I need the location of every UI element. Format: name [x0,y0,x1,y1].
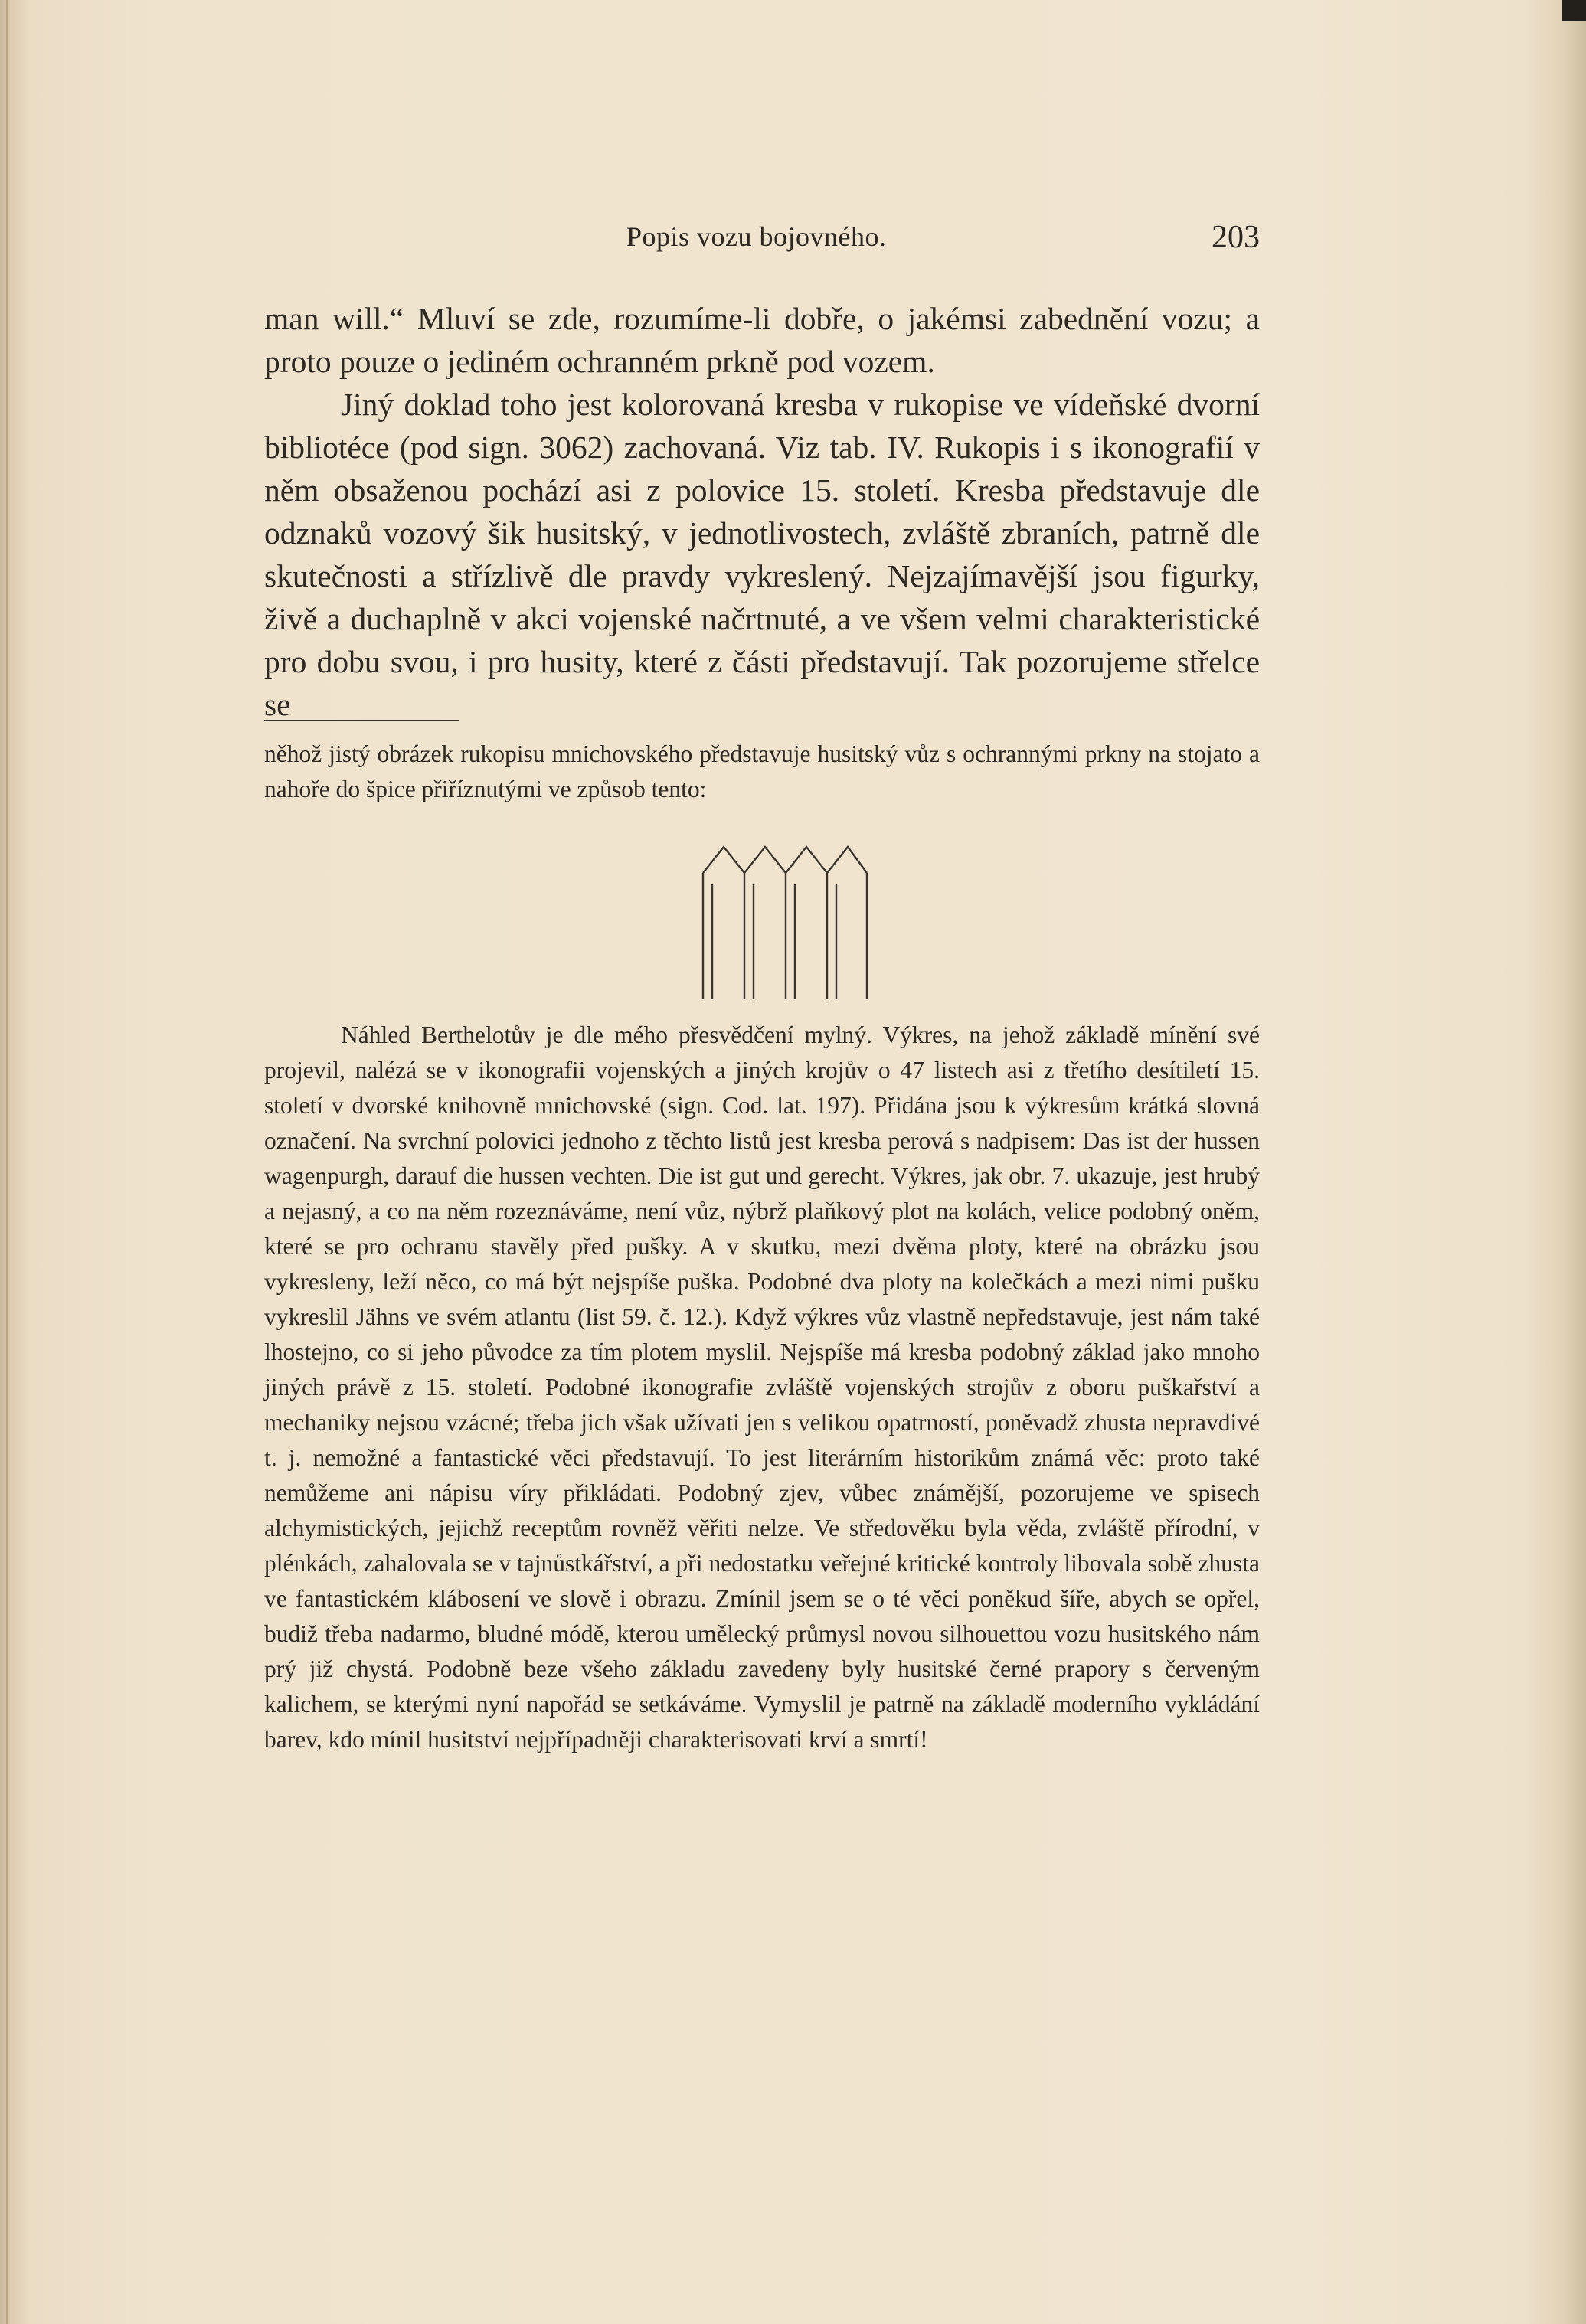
palisade-figure [689,842,873,1003]
footnote-main-text: Náhled Berthelotův je dle mého přesvědčení mylný. Výkres, na jehož základě mínění své projevil, nalézá se v ikonografii vojenských a jiných krojův o 47 listech asi z třetího desítiletí 15. století v dvorské knihovně mnichovské (sign. Cod. lat. 197). Přidána jsou k výkresům krátká slovná označení. Na svrchní polovici jednoho z těchto listů jest kresba perová s nadpisem: Das ist der hussen wagenpurgh, darauf die hussen vechten. Die ist gut und gerecht. Výkres, jak obr. 7. ukazuje, jest hrubý a nejasný, a co na něm rozeznáváme, není vůz, nýbrž plaňkový plot na kolách, velice podobný oněm, které se pro ochranu stavěly před pušky. A v skutku, mezi dvěma ploty, které na obrázku jsou vykresleny, leží něco, co má být nejspíše puška. Podobné dva ploty na kolečkách a mezi nimi pušku vykreslil Jähns ve svém atlantu (list 59. č. 12.). Když výkres vůz vlastně nepředstavuje, jest nám také lhostejno, co si jeho původce za tím plotem myslil. Nejspíše má kresba podobný základ jako mnoho jiných právě z 15. století. Podobné ikonografie zvláště vojenských strojův z oboru puškařství a mechaniky nejsou vzácné; třeba jich však užívati jen s velikou opatrností, poněvadž zhusta nepravdivé t. j. nemožné a fantastické věci představují. To jest literárním historikům známá věc: proto také nemůžeme ani nápisu víry přikládati. Podobný zjev, vůbec známější, pozorujeme ve spisech alchymistických, jejichž receptům rovněž věřiti nelze. Ve středověku byla věda, zvláště přírodní, v plénkách, zahalovala se v tajnůstkářství, a při nedostatku veřejné kritické kontroly libovala sobě zhusta ve fantastickém klábosení ve slově i obrazu. Zmínil jsem se o té věci poněkud šíře, abych se opřel, budiž třeba nadarmo, bludné módě, kterou umělecký průmysl novou silhouettou vozu husitského nám prý již chystá. Podobně beze všeho základu zavedeny byly husitské černé prapory s červeným kalichem, se kterými nyní napořád se setkáváme. Vymyslil je patrně na základě moderního vykládání barev, kdo mínil husitství nejpřípadněji charakterisovati krví a smrtí! [264,1021,1260,1753]
page-number: 203 [1212,220,1260,255]
palisade-lines [703,847,867,999]
body-paragraph-1: man will.“ Mluví se zde, rozumíme-li dobře, o jakémsi zabednění vozu; a proto pouze o jediném ochranném prkně pod vozem. [264,301,1260,379]
running-header [264,216,1260,262]
footnote-intro [264,737,1260,807]
main-text [264,297,1260,726]
scan-corner [1562,0,1586,21]
footnote-rule [264,720,459,721]
footnote-main [264,1018,1260,1757]
body-paragraph-2: Jiný doklad toho jest kolorovaná kresba v rukopise ve vídeňské dvorní bibliotéce (pod sign. 3062) zachovaná. Viz tab. IV. Rukopis i s ikonografií v něm obsaženou pochází asi z polovice 15. století. Kresba představuje dle odznaků vozový šik husitský, v jednotlivostech, zvláště zbraních, patrně dle skutečnosti a střízlivě dle pravdy vykreslený. Nejzajímavější jsou figurky, živě a duchaplně v akci vojenské načrtnuté, a ve všem velmi charakteristické pro dobu svou, i pro husity, které z části představují. Tak pozorujeme střelce se [264,387,1260,722]
page-spine-edge [6,0,8,2324]
footnote-intro-text: něhož jistý obrázek rukopisu mnichovského představuje husitský vůz s ochrannými prkny na stojato a nahoře do špice přiříznutými ve způsob tento: [264,740,1260,802]
running-title: Popis vozu bojovného. [626,221,887,252]
